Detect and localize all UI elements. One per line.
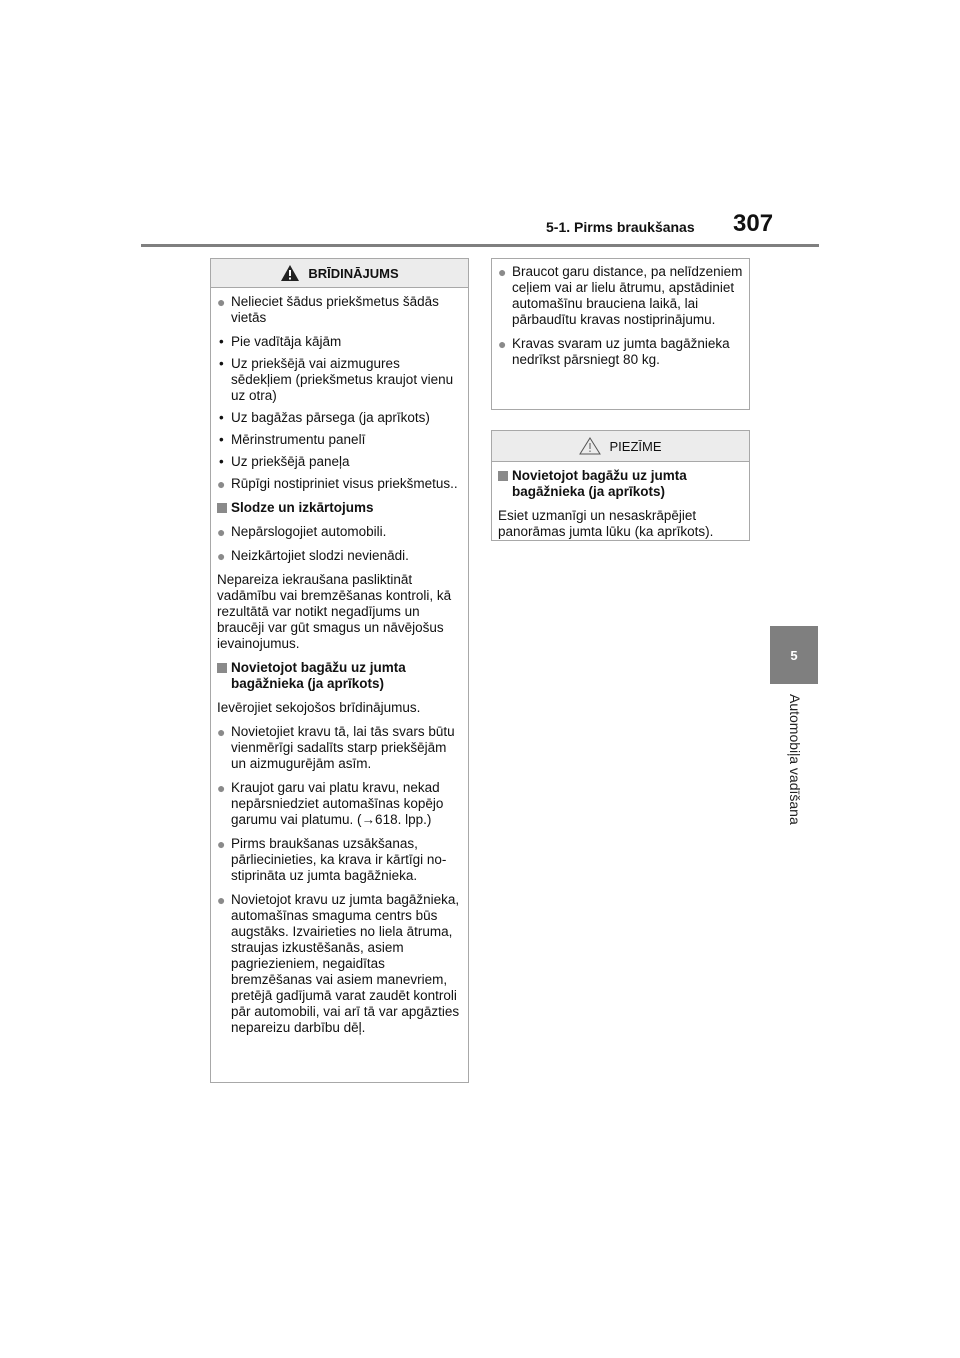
bullet-dot-icon: ● (217, 476, 226, 492)
subheading-item (498, 468, 743, 500)
bullet-item (217, 476, 462, 492)
sub-bullet-item (217, 410, 462, 426)
sub-bullet-icon: • (219, 334, 224, 349)
subheading-item (217, 500, 462, 516)
bullet-item (217, 524, 462, 540)
sub-bullet-text: Uz bagāžas pārsega (ja aprīkots) (231, 410, 430, 425)
bullet-text: Pirms braukšanas uzsākšanas, pārliecinieties, ka krava ir kārtīgi no- stiprināta uz jumta bagāžnieka. (231, 836, 447, 883)
bullet-text: Nelieciet šādus priekšmetus šādās vietās (231, 294, 439, 325)
bullet-text: Novietojot kravu uz jumta bagāžnieka, automašīnas smaguma centrs būs augstāks. Izvairieties no liela ātruma, straujas izkustēšanās, asiem pagriezieniem, negaidītas bremzēšanas vai asiem manevriem, pretējā gadījumā varat zaudēt kontroli pār automobili, vai arī tā var apgāzties nepareizu darbību dēļ. (231, 892, 460, 1035)
bullet-item (498, 336, 743, 368)
header-rule (141, 244, 819, 247)
warning-box-header (211, 259, 468, 288)
warning-box-body (211, 288, 468, 1036)
sub-bullet-text: Pie vadītāja kājām (231, 334, 342, 349)
bullet-dot-icon: ● (217, 724, 226, 740)
sub-bullet-item (217, 356, 462, 404)
bullet-item (217, 724, 462, 772)
sub-bullet-icon: • (219, 454, 224, 469)
square-bullet-icon (217, 663, 227, 673)
bullet-dot-icon: ● (217, 892, 226, 908)
square-bullet-icon (217, 503, 227, 513)
sub-bullet-text: Uz priekšējā paneļa (231, 454, 350, 469)
bullet-item (217, 548, 462, 564)
bullet-text: Nepārslogojiet automobili. (231, 524, 387, 539)
bullet-dot-icon: ● (498, 336, 507, 352)
sub-bullet-item (217, 432, 462, 448)
notice-box-header (492, 431, 749, 462)
chapter-title: Automobiļa vadīšana (787, 694, 803, 825)
continued-box (491, 258, 750, 410)
subheading-item (217, 660, 462, 692)
sub-bullet-icon: • (219, 432, 224, 447)
paragraph (498, 508, 743, 540)
chapter-number: 5 (790, 647, 798, 663)
bullet-text: Neizkārtojiet slodzi nevienādi. (231, 548, 409, 563)
bullet-item (217, 836, 462, 884)
subheading-text: Novietojot bagāžu uz jumta bagāžnieka (ja aprīkots) (231, 660, 406, 691)
bullet-item (217, 294, 462, 326)
warning-box-title: BRĪDINĀJUMS (308, 265, 399, 281)
notice-box (491, 430, 750, 541)
bullet-dot-icon: ● (217, 836, 226, 852)
bullet-dot-icon: ● (217, 294, 226, 310)
continued-box-body (492, 259, 749, 368)
bullet-text: Rūpīgi nostipriniet visus priekšmetus.. (231, 476, 458, 491)
sub-bullet-item (217, 454, 462, 470)
bullet-dot-icon: ● (498, 264, 507, 280)
sub-bullet-icon: • (219, 356, 224, 371)
bullet-dot-icon: ● (217, 548, 226, 564)
notice-triangle-icon (579, 437, 601, 455)
sub-bullet-icon: • (219, 410, 224, 425)
bullet-item (498, 264, 743, 328)
warning-box (210, 258, 469, 1083)
notice-box-title: PIEZĪME (609, 438, 662, 454)
page-number: 307 (733, 210, 774, 237)
paragraph-text: Esiet uzmanīgi un nesaskrāpējiet panorāmas jumta lūku (ka aprīkots). (498, 508, 714, 539)
bullet-text: Braucot garu distance, pa nelīdzeniem ceļiem vai ar lielu ātrumu, apstādiniet automašīnu brauciena laikā, lai pārbaudītu kravas nostiprinājumu. (512, 264, 743, 327)
notice-box-body (492, 462, 749, 540)
bullet-dot-icon: ● (217, 780, 226, 796)
bullet-text: Kravas svaram uz jumta bagāžnieka nedrīkst pārsniegt 80 kg. (512, 336, 730, 367)
subheading-text: Novietojot bagāžu uz jumta bagāžnieka (ja aprīkots) (512, 468, 687, 499)
square-bullet-icon (498, 471, 508, 481)
paragraph (217, 700, 462, 716)
sub-bullet-text: Mērinstrumentu panelī (231, 432, 366, 447)
chapter-tab[interactable] (770, 626, 818, 684)
bullet-dot-icon: ● (217, 524, 226, 540)
sub-bullet-item (217, 334, 462, 350)
warning-triangle-icon (280, 264, 300, 282)
bullet-text: Kraujot garu vai platu kravu, nekad nepārsniedziet automašīnas kopējo garumu vai platumu. (→618. lpp.) (231, 780, 444, 827)
section-title: 5-1. Pirms braukšanas (546, 219, 695, 235)
bullet-item (217, 780, 462, 828)
paragraph (217, 572, 462, 652)
sub-bullet-text: Uz priekšējā vai aizmugures sēdekļiem (priekšmetus kraujot vienu uz otra) (231, 356, 454, 403)
subheading-text: Slodze un izkārtojums (231, 500, 374, 515)
bullet-text: Novietojiet kravu tā, lai tās svars būtu vienmērīgi sadalīts starp priekšējām un aizmugurējām asīm. (231, 724, 455, 771)
paragraph-text: Ievērojiet sekojošos brīdinājumus. (217, 700, 421, 715)
bullet-item (217, 892, 462, 1036)
paragraph-text: Nepareiza iekraušana pasliktināt vadāmību vai bremzēšanas kontroli, kā rezultātā var notikt negadījums un braucēji var gūt smagus un nāvējošus ievainojumus. (217, 572, 452, 651)
